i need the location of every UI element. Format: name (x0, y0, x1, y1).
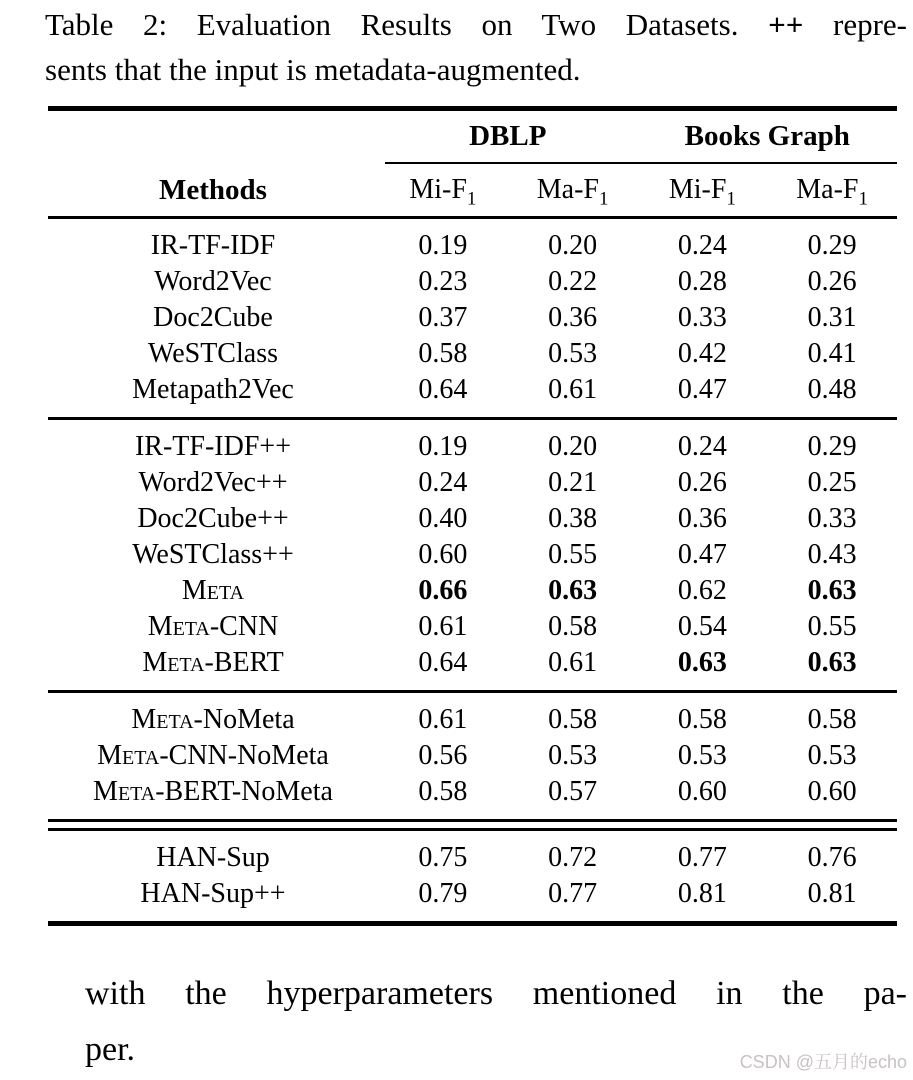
method-name-text: -CNN-NoMeta (159, 740, 329, 771)
metric-header-dblp-mif1 (378, 174, 508, 210)
method-name-smallcaps: Meta (97, 740, 160, 771)
metric-value: 0.81 (807, 878, 857, 909)
method-name (48, 738, 378, 774)
method-name-text: -CNN (209, 611, 279, 642)
metric-value: 0.61 (548, 374, 598, 405)
metric-value: 0.76 (807, 842, 857, 873)
method-name-text: Doc2Cube (153, 302, 273, 333)
metric-sub: 1 (466, 188, 477, 210)
metric-value: 0.28 (677, 266, 727, 297)
metric-value: 0.23 (418, 266, 468, 297)
metric-value: 0.26 (807, 266, 857, 297)
table-row (48, 372, 897, 408)
metric-value: 0.60 (677, 776, 727, 807)
metric-value: 0.40 (418, 503, 468, 534)
table-row (48, 609, 897, 645)
metric-value: 0.31 (807, 302, 857, 333)
method-name-text: -BERT-NoMeta (155, 776, 333, 807)
metric-value: 0.57 (548, 776, 598, 807)
metric-value: 0.81 (677, 878, 727, 909)
method-name (48, 372, 378, 408)
metric-value: 0.64 (418, 647, 468, 678)
metric-value: 0.61 (418, 704, 468, 735)
metric-value: 0.63 (807, 647, 857, 678)
methods-header: Methods (159, 173, 267, 206)
metric-value: 0.24 (677, 431, 727, 462)
dataset-header-books-graph: Books Graph (684, 120, 850, 152)
table-row (48, 264, 897, 300)
metric-base: Mi-F (409, 174, 467, 205)
metric-value: 0.47 (677, 374, 727, 405)
metric-value: 0.33 (807, 503, 857, 534)
supervised-methods-group (48, 831, 897, 921)
metric-value: 0.29 (807, 230, 857, 261)
metric-value: 0.53 (807, 740, 857, 771)
metric-value: 0.33 (677, 302, 727, 333)
method-name (48, 702, 378, 738)
metric-value: 0.63 (677, 647, 727, 678)
metric-value: 0.77 (677, 842, 727, 873)
metric-value: 0.53 (548, 338, 598, 369)
dataset-header-row (48, 111, 897, 162)
metric-value: 0.72 (548, 842, 598, 873)
method-name-smallcaps: Meta (181, 575, 245, 606)
metric-value: 0.58 (418, 776, 468, 807)
metric-value: 0.20 (548, 230, 598, 261)
method-name-text: -BERT (204, 647, 284, 678)
table-row (48, 465, 897, 501)
method-name-text: Word2Vec (154, 266, 272, 297)
augmented-methods-group (48, 420, 897, 690)
bottom-rule (48, 921, 897, 926)
metric-value: 0.64 (418, 374, 468, 405)
method-name-text: Word2Vec++ (138, 467, 288, 498)
method-name (48, 840, 378, 876)
metric-sub: 1 (858, 188, 868, 210)
metric-value: 0.43 (807, 539, 857, 570)
method-name (48, 645, 378, 681)
metric-value: 0.36 (677, 503, 727, 534)
metric-header-row (48, 164, 897, 216)
metric-value: 0.61 (548, 647, 598, 678)
metric-value: 0.20 (548, 431, 598, 462)
table-row (48, 300, 897, 336)
caption-plusplus: ++ (768, 7, 804, 42)
metric-value: 0.29 (807, 431, 857, 462)
caption-line-1 (45, 2, 907, 47)
method-name-text: WeSTClass++ (132, 539, 294, 570)
table-row (48, 702, 897, 738)
metric-value: 0.79 (418, 878, 468, 909)
method-name (48, 228, 378, 264)
metric-sub: 1 (726, 188, 736, 210)
dataset-header-dblp: DBLP (469, 120, 547, 152)
table-row (48, 738, 897, 774)
method-name (48, 501, 378, 537)
metric-value: 0.38 (548, 503, 598, 534)
metric-value: 0.75 (418, 842, 468, 873)
caption-text: Table 2: Evaluation Results on Two Datasets. (45, 7, 739, 42)
metric-base: Mi-F (668, 174, 727, 205)
metric-value: 0.19 (418, 230, 468, 261)
method-name (48, 465, 378, 501)
method-name-text: IR-TF-IDF (150, 230, 276, 261)
metric-value: 0.58 (677, 704, 727, 735)
table-row (48, 573, 897, 609)
metric-header-dblp-maf1 (508, 174, 638, 210)
caption-line-2: sents that the input is metadata-augmented. (45, 52, 581, 87)
table-row (48, 228, 897, 264)
method-name-text: Metapath2Vec (132, 374, 294, 405)
metric-value: 0.63 (548, 575, 598, 606)
results-table (48, 106, 897, 926)
metric-header-books-mif1 (638, 174, 768, 210)
method-name-smallcaps: Meta (131, 704, 194, 735)
metric-value: 0.58 (548, 611, 598, 642)
metric-value: 0.21 (548, 467, 598, 498)
body-text-line-1: with the hyperparameters mentioned in the pa- (85, 975, 907, 1012)
method-name (48, 300, 378, 336)
body-text-line-2: per. (85, 1031, 136, 1068)
metric-value: 0.22 (548, 266, 598, 297)
metric-value: 0.58 (548, 704, 598, 735)
metric-value: 0.62 (677, 575, 727, 606)
table-row (48, 537, 897, 573)
method-name (48, 876, 378, 912)
metric-value: 0.58 (807, 704, 857, 735)
method-name (48, 537, 378, 573)
metric-value: 0.58 (418, 338, 468, 369)
caption-tail: repre- (833, 7, 908, 42)
table-row (48, 429, 897, 465)
metric-value: 0.42 (677, 338, 727, 369)
method-name (48, 429, 378, 465)
metric-value: 0.61 (418, 611, 468, 642)
metric-value: 0.63 (807, 575, 857, 606)
metric-value: 0.19 (418, 431, 468, 462)
metric-value: 0.54 (677, 611, 727, 642)
metric-value: 0.55 (807, 611, 857, 642)
method-name-text: IR-TF-IDF++ (134, 431, 292, 462)
method-name (48, 573, 378, 609)
table-caption (45, 2, 907, 92)
table-row (48, 336, 897, 372)
metric-value: 0.56 (418, 740, 468, 771)
metric-value: 0.37 (418, 302, 468, 333)
metric-value: 0.60 (418, 539, 468, 570)
metric-value: 0.41 (807, 338, 857, 369)
method-name-text: -NoMeta (193, 704, 295, 735)
nometa-ablation-group (48, 693, 897, 819)
metric-value: 0.47 (677, 539, 727, 570)
method-name (48, 336, 378, 372)
metric-base: Ma-F (536, 174, 599, 205)
method-name (48, 264, 378, 300)
metric-base: Ma-F (796, 174, 859, 205)
metric-value: 0.53 (677, 740, 727, 771)
metric-value: 0.26 (677, 467, 727, 498)
method-name (48, 774, 378, 810)
metric-value: 0.55 (548, 539, 598, 570)
metric-sub: 1 (598, 188, 609, 210)
method-name-text: HAN-Sup (156, 842, 270, 873)
method-name-text: HAN-Sup++ (140, 878, 286, 909)
method-name-smallcaps: Meta (93, 776, 156, 807)
metric-value: 0.60 (807, 776, 857, 807)
metric-value: 0.25 (807, 467, 857, 498)
metric-value: 0.77 (548, 878, 598, 909)
table-row (48, 774, 897, 810)
table-row (48, 501, 897, 537)
csdn-watermark: CSDN @五月的echo (739, 1052, 907, 1072)
metric-header-books-maf1 (767, 174, 897, 210)
metric-value: 0.53 (548, 740, 598, 771)
method-name-text: Doc2Cube++ (137, 503, 289, 534)
metric-value: 0.36 (548, 302, 598, 333)
baseline-methods-group (48, 219, 897, 417)
method-name-text: WeSTClass (148, 338, 278, 369)
table-row (48, 645, 897, 681)
metric-value: 0.24 (677, 230, 727, 261)
method-name-smallcaps: Meta (142, 647, 205, 678)
method-name (48, 609, 378, 645)
metric-value: 0.48 (807, 374, 857, 405)
table-row (48, 840, 897, 876)
metric-value: 0.24 (418, 467, 468, 498)
method-name-smallcaps: Meta (147, 611, 210, 642)
metric-value: 0.66 (418, 575, 468, 606)
table-row (48, 876, 897, 912)
